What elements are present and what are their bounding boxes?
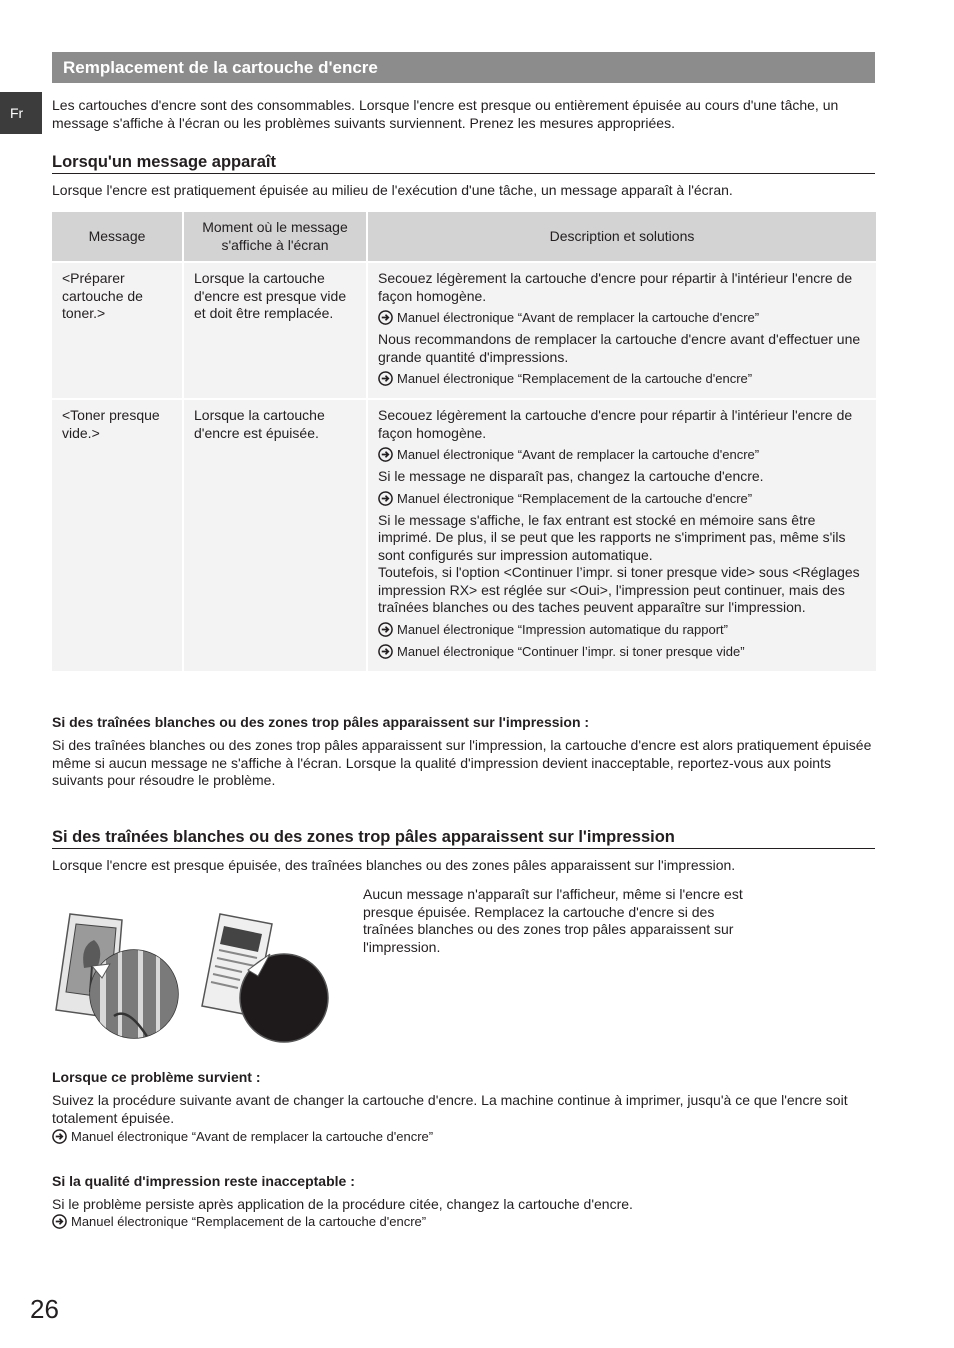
arrow-circle-icon xyxy=(378,491,393,506)
message-intro: Lorsque l'encre est pratiquement épuisée au milieu de l'exécution d'une tâche, un message apparaît à l'écran. xyxy=(52,182,733,198)
page-number: 26 xyxy=(30,1294,59,1324)
problem-label: Lorsque ce problème survient : xyxy=(52,1069,261,1085)
reference-text: Manuel électronique “Avant de remplacer la cartouche d'encre” xyxy=(397,310,760,325)
manual-reference xyxy=(378,446,866,463)
description-text: Si le message s'affiche, le fax entrant est stocké en mémoire sans être imprimé. De plus, il se peut que les rapports ne s'impriment pas, même s'ils sont configurés sur impression automatique. xyxy=(378,511,846,563)
row-message: <Toner presque vide.> xyxy=(52,399,183,671)
streaks-label: Si des traînées blanches ou des zones trop pâles apparaissent sur l'impression : xyxy=(52,714,590,730)
reference-text: Manuel électronique “Remplacement de la cartouche d'encre” xyxy=(71,1214,427,1229)
manual-reference xyxy=(378,490,866,507)
arrow-circle-icon xyxy=(378,447,393,462)
row-message: <Préparer cartouche de toner.> xyxy=(52,262,183,399)
quality-label: Si la qualité d'impression reste inacceptable : xyxy=(52,1173,355,1189)
manual-reference xyxy=(52,1213,426,1230)
reference-text: Manuel électronique “Remplacement de la cartouche d'encre” xyxy=(397,371,753,386)
manual-reference xyxy=(378,621,866,638)
description-text: Secouez légèrement la cartouche d'encre pour répartir à l'intérieur l'encre de façon homogène. xyxy=(378,270,853,304)
manual-reference xyxy=(52,1128,433,1145)
table-header-moment: Moment où le message s'affiche à l'écran xyxy=(183,212,367,262)
quality-text: Si le problème persiste après application de la procédure citée, changez la cartouche d'encre. xyxy=(52,1196,633,1212)
streaks-side-text: Aucun message n'apparaît sur l'afficheur, même si l'encre est presque épuisée. Remplacez la cartouche d'encre si des traînées blanches ou des zones trop pâles apparaissent sur l'impression. xyxy=(363,886,743,955)
problem-text: Suivez la procédure suivante avant de changer la cartouche d'encre. La machine continue à imprimer, jusqu'à ce que l'encre soit totalement épuisée. xyxy=(52,1092,848,1126)
arrow-circle-icon xyxy=(52,1214,67,1229)
streaks-text: Si des traînées blanches ou des zones trop pâles apparaissent sur l'impression, la cartouche d'encre est alors pratiquement épuisée même si aucun message ne s'affiche à l'écran. Lorsque la qualité d'impression devient inacceptable, reportez-vous aux points suivants pour résoudre le problème. xyxy=(52,737,872,788)
manual-reference xyxy=(378,309,866,326)
language-tab: Fr xyxy=(0,92,42,134)
row-moment: Lorsque la cartouche d'encre est épuisée. xyxy=(183,399,367,671)
description-text: Toutefois, si l'option <Continuer l’impr. si toner presque vide> sous <Réglages impression RX> est réglée sur <Oui>, l'impression peut continuer, mais des traînées blanches ou des taches peuvent apparaître sur l'impression. xyxy=(378,564,860,615)
reference-text: Manuel électronique “Continuer l’impr. si toner presque vide” xyxy=(397,643,745,659)
row-description xyxy=(367,399,876,671)
intro-text: Les cartouches d'encre sont des consommables. Lorsque l'encre est presque ou entièrement épuisée au cours d'une tâche, un message s'affiche à l'écran ou les problèmes suivants surviennent. Prenez les mesures appropriées. xyxy=(52,97,839,131)
row-description xyxy=(367,262,876,399)
streaks-intro: Lorsque l'encre est presque épuisée, des traînées blanches ou des zones pâles apparaissent sur l'impression. xyxy=(52,857,736,873)
table-header-message: Message xyxy=(52,212,183,262)
ink-table xyxy=(52,212,876,671)
streaks-heading: Si des traînées blanches ou des zones trop pâles apparaissent sur l'impression xyxy=(52,827,875,849)
reference-text: Manuel électronique “Avant de remplacer la cartouche d'encre” xyxy=(71,1129,434,1144)
description-text: Nous recommandons de remplacer la cartouche d'encre avant d'effectuer une grande quantité d'impressions. xyxy=(378,331,861,365)
message-heading: Lorsqu'un message apparaît xyxy=(52,152,875,174)
description-text: Si le message ne disparaît pas, changez la cartouche d'encre. xyxy=(378,468,764,484)
arrow-circle-icon xyxy=(52,1129,67,1144)
manual-reference xyxy=(378,370,866,387)
reference-text: Manuel électronique “Remplacement de la cartouche d'encre” xyxy=(397,490,753,506)
arrow-circle-icon xyxy=(378,371,393,386)
table-row xyxy=(52,262,876,399)
arrow-circle-icon xyxy=(378,622,393,637)
description-text: Secouez légèrement la cartouche d'encre pour répartir à l'intérieur l'encre de façon homogène. xyxy=(378,407,853,441)
manual-reference xyxy=(378,643,866,660)
reference-text: Manuel électronique “Impression automatique du rapport” xyxy=(397,621,728,637)
table-header-row xyxy=(52,212,876,262)
table-row xyxy=(52,399,876,671)
arrow-circle-icon xyxy=(378,644,393,659)
streaks-illustration xyxy=(52,906,332,1046)
section-title: Remplacement de la cartouche d'encre xyxy=(52,52,875,83)
reference-text: Manuel électronique “Avant de remplacer la cartouche d'encre” xyxy=(397,447,760,462)
arrow-circle-icon xyxy=(378,310,393,325)
row-moment: Lorsque la cartouche d'encre est presque vide et doit être remplacée. xyxy=(183,262,367,399)
table-header-description: Description et solutions xyxy=(367,212,876,262)
